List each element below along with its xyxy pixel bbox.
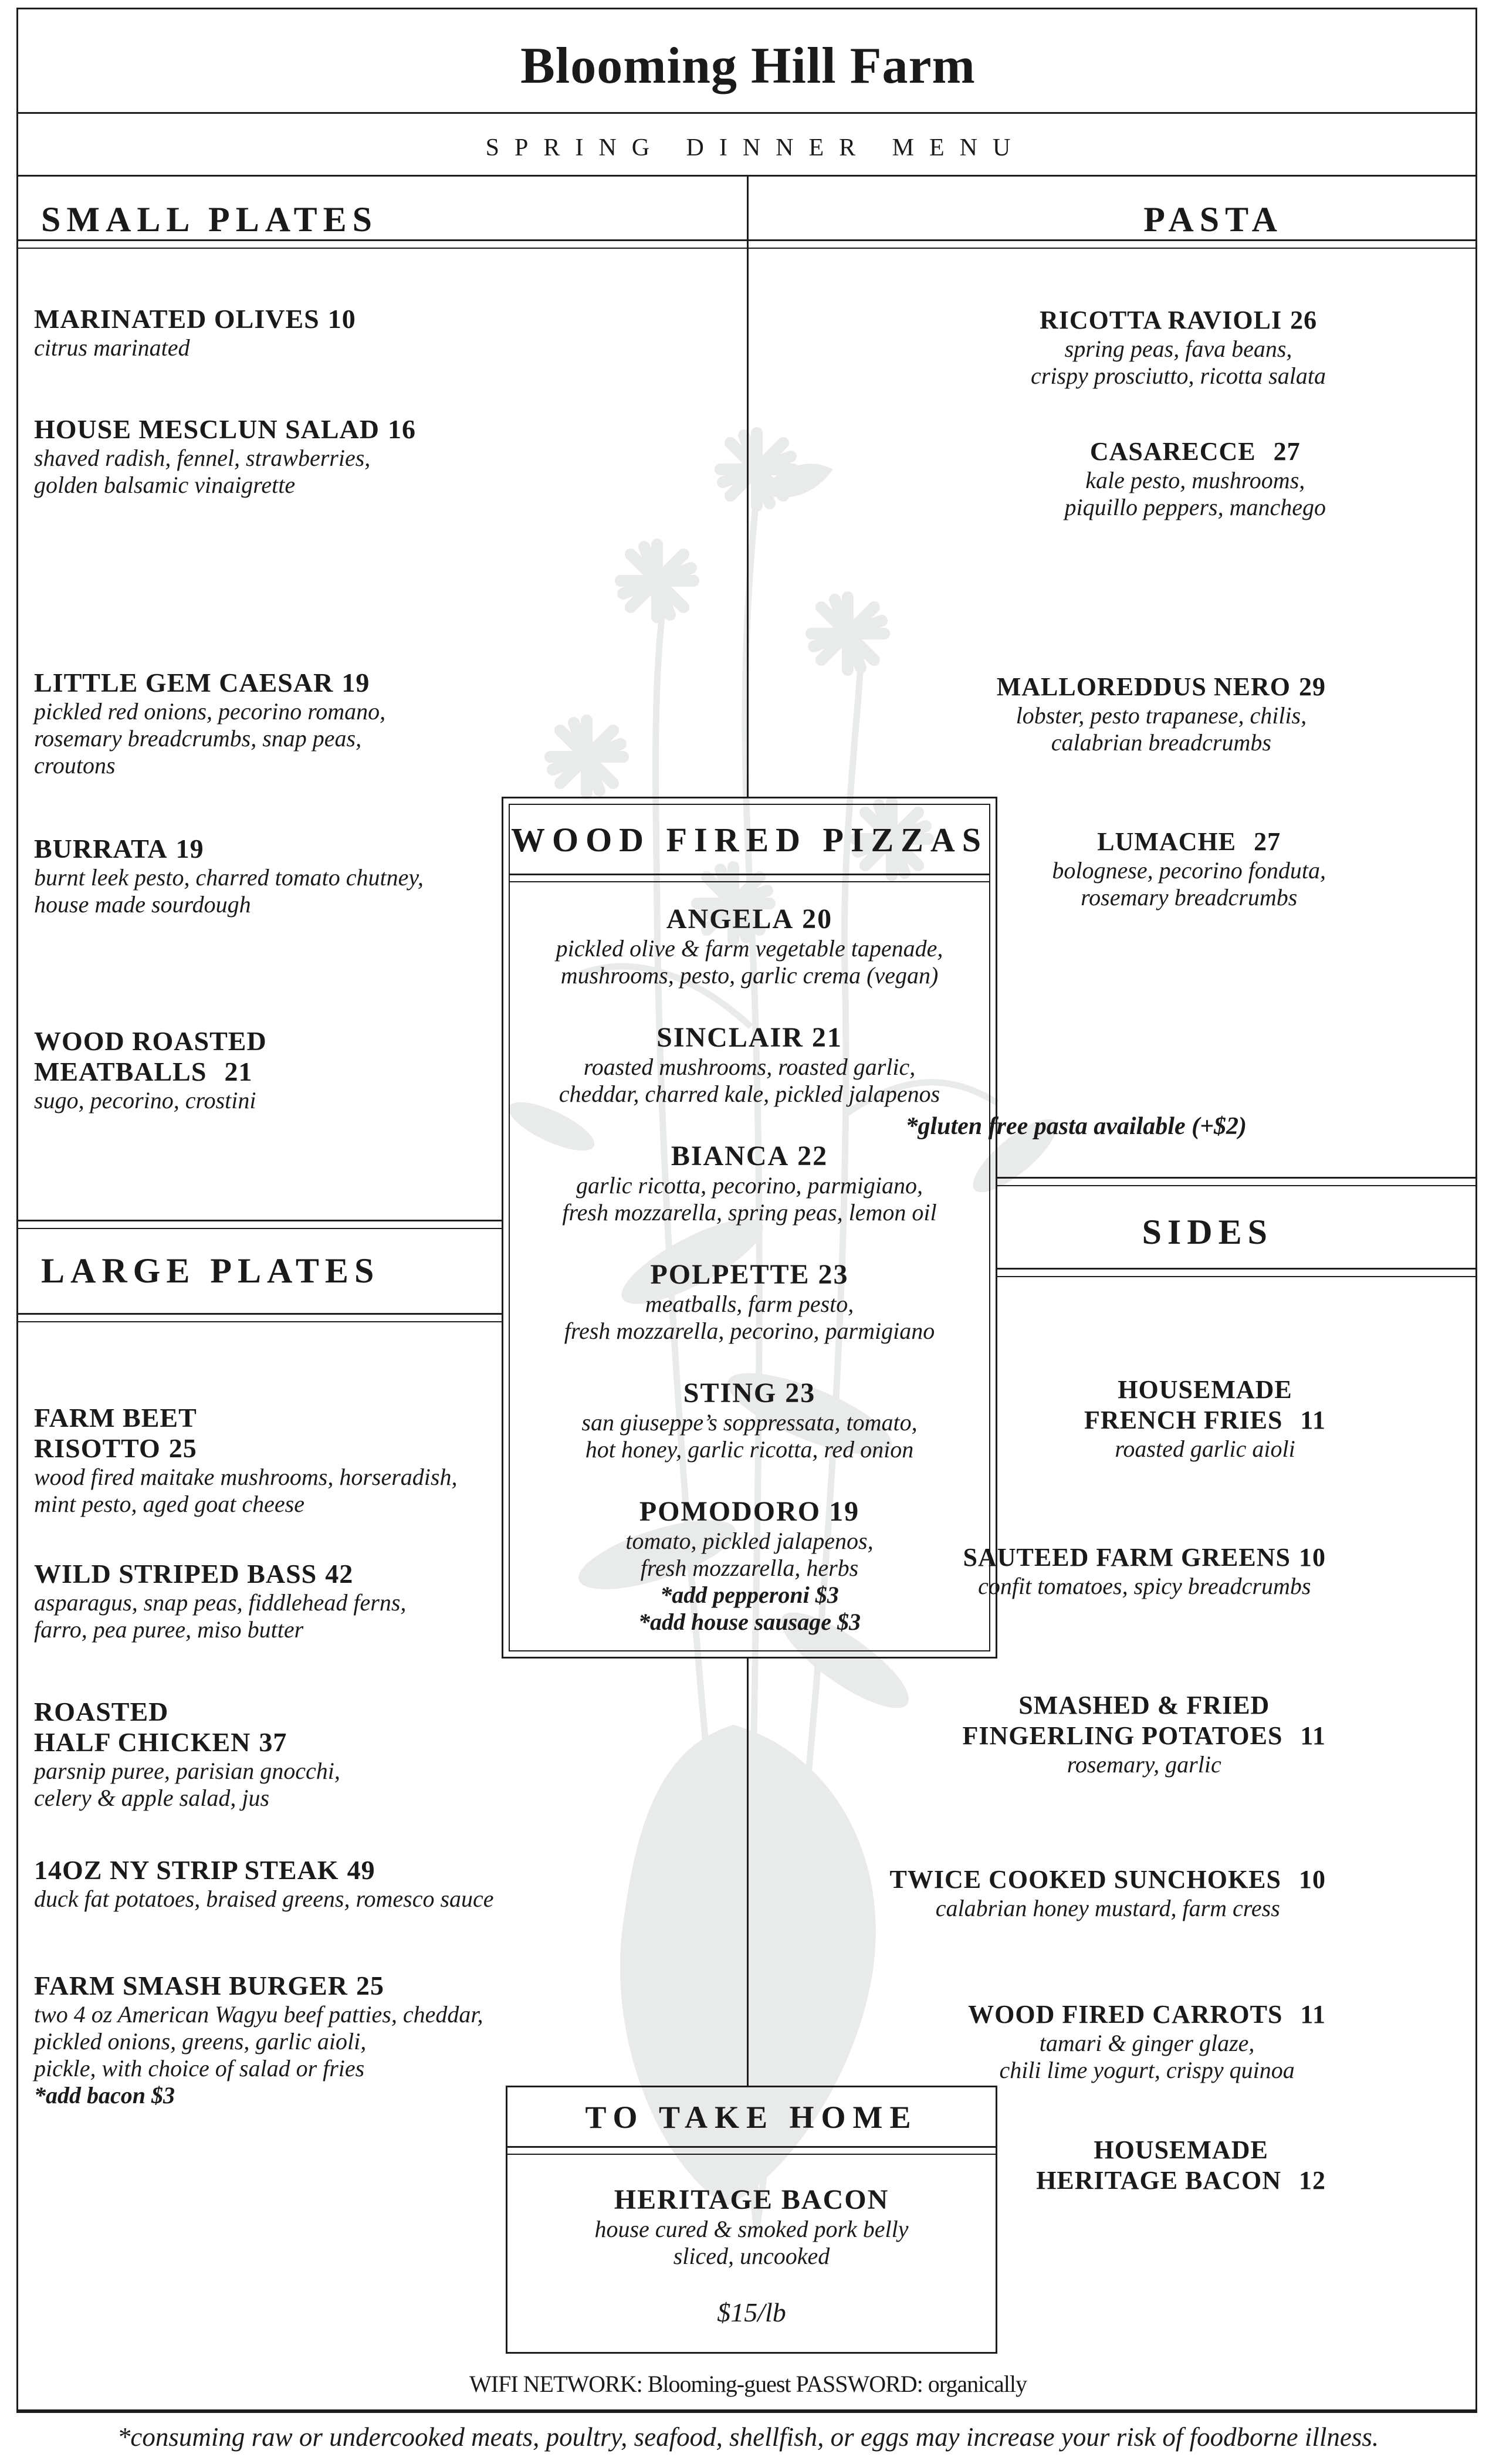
item-desc-line: kale pesto, mushrooms, (1085, 467, 1305, 493)
menu-item-roasted-half-chicken (34, 1697, 340, 1812)
item-name-line: CASARECCE (1089, 437, 1256, 466)
item-desc-line: fresh mozzarella, spring peas, lemon oil (562, 1199, 937, 1226)
item-desc-line: pickled red onions, pecorino romano, (34, 698, 386, 725)
item-name-line: POLPETTE (650, 1259, 810, 1290)
item-name (1036, 2165, 1326, 2196)
item-price: 20 (802, 903, 833, 935)
column-divider-lower (747, 1659, 749, 2086)
item-desc-line: rosemary breadcrumbs, snap peas, (34, 725, 362, 752)
section-title-to-take-home: TO TAKE HOME (585, 2100, 918, 2135)
item-name (510, 1377, 989, 1409)
item-name (963, 1690, 1326, 1721)
menu-item-lumache (1052, 827, 1326, 911)
item-name-line: HOUSEMADE (1118, 1375, 1292, 1404)
item-name-line: LITTLE GEM CAESAR (34, 668, 334, 698)
item-name (34, 1971, 483, 2001)
item-desc-line: celery & apple salad, jus (34, 1785, 270, 1811)
item-name-line: STING (683, 1377, 777, 1409)
item-desc-line: pickle, with choice of salad or fries (34, 2055, 365, 2081)
item-desc-line: croutons (34, 752, 116, 779)
item-name (34, 1403, 457, 1433)
item-name-line: SMASHED & FRIED (1018, 1691, 1270, 1720)
item-desc-line: crispy prosciutto, ricotta salata (1031, 363, 1326, 389)
sides-rule-above-2 (997, 1185, 1477, 1186)
item-name (34, 414, 416, 445)
item-desc-line: pickled olive & farm vegetable tapenade, (556, 935, 943, 962)
item-name-line: BURRATA (34, 834, 168, 864)
item-name-line: TWICE COOKED SUNCHOKES (889, 1865, 1281, 1894)
pizza-item-bianca (510, 1140, 989, 1226)
item-name (34, 1727, 340, 1758)
item-name (510, 1496, 989, 1528)
item-name (510, 1259, 989, 1291)
item-desc-line: golden balsamic vinaigrette (34, 472, 296, 498)
menu-item-farm-beet-risotto (34, 1403, 457, 1518)
item-name (963, 1721, 1326, 1751)
item-name-line: WOOD FIRED CARROTS (968, 2000, 1283, 2029)
pizza-item-pomodoro (510, 1496, 989, 1636)
item-price: 11 (1300, 1406, 1326, 1434)
item-desc-line: roasted garlic aioli (1115, 1436, 1295, 1462)
item-desc-line: bolognese, pecorino fonduta, (1052, 857, 1326, 884)
large-plates-rule-below-2 (16, 1321, 503, 1322)
section-title-sides: SIDES (1142, 1213, 1273, 1251)
menu-item-malloreddus-nero (997, 672, 1326, 756)
item-desc-line: two 4 oz American Wagyu beef patties, cheddar, (34, 2001, 483, 2028)
item-price: 26 (1290, 306, 1318, 334)
item-name (510, 903, 989, 935)
sides-rule-below-1 (997, 1268, 1477, 1270)
item-price: 29 (1299, 672, 1326, 701)
item-name (1036, 2135, 1326, 2165)
footer-rule (16, 2411, 1477, 2413)
item-desc-line: burnt leek pesto, charred tomato chutney, (34, 864, 424, 891)
item-name-line: SAUTEED FARM GREENS (963, 1543, 1291, 1572)
item-desc-line: tomato, pickled jalapenos, (625, 1528, 874, 1554)
item-desc-line: calabrian honey mustard, farm cress (935, 1895, 1280, 1921)
wood-fired-pizzas-box (502, 797, 997, 1659)
menu-item-wood-fired-carrots (968, 1999, 1326, 2084)
item-name (510, 1140, 989, 1172)
menu-item-house-mesclun-salad (34, 414, 416, 499)
item-name (34, 1559, 406, 1589)
menu-item-housemade-french-fries (1084, 1375, 1326, 1463)
item-price: 19 (341, 668, 370, 698)
item-desc-line: meatballs, farm pesto, (645, 1291, 854, 1317)
item-price: 11 (1300, 2000, 1326, 2029)
item-price: 11 (1300, 1721, 1326, 1750)
item-name-line: BIANCA (671, 1140, 790, 1172)
item-desc-line: citrus marinated (34, 334, 190, 361)
item-price: 19 (175, 834, 204, 864)
item-price: 22 (797, 1140, 828, 1172)
menu-item-twice-cooked-sunchokes (890, 1864, 1326, 1922)
restaurant-title: Blooming Hill Farm (520, 38, 976, 94)
item-desc-line: tamari & ginger glaze, (1039, 2030, 1255, 2056)
sides-rule-above-1 (997, 1177, 1477, 1179)
item-price: 10 (1299, 1865, 1326, 1894)
item-name-line: LUMACHE (1097, 827, 1237, 856)
item-name (1084, 1375, 1326, 1405)
item-name-line: POMODORO (639, 1496, 821, 1527)
item-price: 42 (325, 1559, 354, 1589)
item-price: 21 (224, 1057, 253, 1087)
menu-item-burrata (34, 834, 424, 918)
menu-item-sauteed-farm-greens (963, 1542, 1326, 1600)
item-name-line: HOUSEMADE (1094, 2135, 1268, 2164)
section-title-large-plates: LARGE PLATES (41, 1251, 380, 1290)
item-desc-line: house cured & smoked pork belly (594, 2216, 909, 2242)
item-name-line: 14OZ NY STRIP STEAK (34, 1855, 339, 1885)
item-desc-line: spring peas, fava beans, (1064, 336, 1292, 362)
item-desc-line: calabrian breadcrumbs (1051, 729, 1271, 756)
item-desc-line: asparagus, snap peas, fiddlehead ferns, (34, 1589, 407, 1616)
menu-item-wild-striped-bass (34, 1559, 406, 1643)
item-desc-line: pickled onions, greens, garlic aioli, (34, 2028, 367, 2055)
item-desc-line: fresh mozzarella, herbs (640, 1555, 859, 1581)
item-price: 27 (1254, 827, 1281, 856)
take-home-item-price: $15/lb (717, 2297, 786, 2327)
item-desc-line: hot honey, garlic ricotta, red onion (585, 1436, 914, 1463)
item-name-line: FINGERLING POTATOES (962, 1721, 1283, 1750)
item-desc-line: lobster, pesto trapanese, chilis, (1016, 702, 1307, 729)
item-name-line: MALLOREDDUS NERO (996, 672, 1291, 701)
item-name-line: FARM BEET (34, 1403, 197, 1433)
pizza-item-angela (510, 903, 989, 989)
menu-item-casarecce (1065, 436, 1326, 521)
large-plates-rule-above-1 (16, 1220, 503, 1221)
item-name (1084, 1405, 1326, 1436)
item-desc-line: mint pesto, aged goat cheese (34, 1491, 304, 1517)
take-home-item-name: HERITAGE BACON (614, 2184, 889, 2215)
item-desc-line: rosemary, garlic (1067, 1751, 1221, 1778)
wood-fired-pizzas-inner-border (509, 804, 990, 1651)
item-price: 12 (1299, 2166, 1326, 2195)
item-name-line: RISOTTO (34, 1433, 161, 1463)
item-name-line: ROASTED (34, 1697, 169, 1727)
item-name-line: HERITAGE BACON (1036, 2166, 1281, 2195)
item-name (997, 672, 1326, 702)
item-price: 10 (327, 304, 356, 334)
item-price: 49 (347, 1855, 375, 1885)
take-home-title-rule (507, 2146, 996, 2155)
item-desc-line: fresh mozzarella, pecorino, parmigiano (564, 1318, 935, 1344)
large-plates-rule-above-2 (16, 1228, 503, 1229)
burger-addon-bacon: *add bacon $3 (34, 2082, 175, 2108)
item-name (968, 1999, 1326, 2030)
menu-item-marinated-olives (34, 304, 356, 361)
menu-item-wood-roasted-meatballs (34, 1026, 267, 1114)
item-desc-line: chili lime yogurt, crispy quinoa (999, 2057, 1295, 2083)
gluten-free-pasta-note: *gluten free pasta available (+$2) (905, 1113, 1247, 1140)
item-name (34, 1057, 267, 1087)
item-name (34, 668, 385, 698)
item-name-line: FRENCH FRIES (1084, 1406, 1283, 1434)
menu-item-farm-smash-burger (34, 1971, 483, 2109)
item-name-line: SINCLAIR (656, 1022, 804, 1053)
consumer-advisory-footnote: *consuming raw or undercooked meats, poultry, seafood, shellfish, or eggs may increase your risk of foodborne illness. (117, 2422, 1379, 2452)
section-title-wood-fired-pizzas: WOOD FIRED PIZZAS (510, 821, 989, 859)
item-name (34, 1697, 340, 1727)
item-name (34, 1026, 267, 1057)
item-desc-line: wood fired maitake mushrooms, horseradish, (34, 1464, 458, 1490)
large-plates-rule-below-1 (16, 1313, 503, 1315)
pizza-item-polpette (510, 1259, 989, 1345)
item-desc-line: rosemary breadcrumbs (1081, 884, 1298, 911)
item-name-line: HALF CHICKEN (34, 1727, 251, 1757)
item-desc-line: roasted mushrooms, roasted garlic, (583, 1054, 916, 1080)
item-price: 10 (1299, 1543, 1326, 1572)
item-price: 23 (785, 1377, 816, 1409)
item-name-line: MARINATED OLIVES (34, 304, 320, 334)
item-name (34, 1433, 457, 1464)
item-name-line: ANGELA (666, 903, 794, 935)
pizzas-title-rule (510, 874, 989, 882)
pizza-addon-pepperoni: *add pepperoni $3 (660, 1582, 839, 1608)
menu-item-housemade-heritage-bacon-side (1036, 2135, 1326, 2196)
section-title-small-plates: SMALL PLATES (41, 200, 378, 239)
pizza-item-sting (510, 1377, 989, 1463)
item-name (890, 1864, 1326, 1895)
item-price: 21 (811, 1022, 842, 1053)
item-desc-line: confit tomatoes, spicy breadcrumbs (978, 1573, 1311, 1599)
item-price: 25 (168, 1433, 197, 1463)
item-name (1031, 305, 1326, 336)
item-name (1052, 827, 1326, 857)
sides-rule-below-2 (997, 1276, 1477, 1277)
item-name (34, 834, 424, 864)
item-desc-line: piquillo peppers, manchego (1064, 494, 1326, 520)
item-desc-line: shaved radish, fennel, strawberries, (34, 445, 371, 471)
item-name (963, 1542, 1326, 1573)
item-desc-line: parsnip puree, parisian gnocchi, (34, 1758, 340, 1784)
to-take-home-box (506, 2086, 997, 2354)
item-name (1065, 436, 1326, 467)
menu-item-ricotta-ravioli (1031, 305, 1326, 390)
menu-item-little-gem-caesar (34, 668, 385, 779)
item-price: 37 (259, 1727, 287, 1757)
section-title-pasta: PASTA (1143, 200, 1283, 239)
item-name (34, 1855, 494, 1886)
item-desc-line: sliced, uncooked (673, 2243, 830, 2269)
item-desc-line: farro, pea puree, miso butter (34, 1616, 304, 1643)
menu-item-ny-strip-steak (34, 1855, 494, 1913)
item-name-line: MEATBALLS (34, 1057, 207, 1087)
menu-subtitle: SPRING DINNER MENU (485, 134, 1026, 161)
column-divider-upper (747, 175, 749, 797)
menu-item-smashed-fried-fingerling-potatoes (963, 1690, 1326, 1778)
item-price: 19 (829, 1496, 860, 1527)
item-desc-line: garlic ricotta, pecorino, parmigiano, (576, 1172, 923, 1199)
item-name (34, 304, 356, 334)
item-name-line: WILD STRIPED BASS (34, 1559, 317, 1589)
item-desc-line: sugo, pecorino, crostini (34, 1087, 256, 1113)
item-desc-line: duck fat potatoes, braised greens, romesco sauce (34, 1886, 494, 1912)
header-rule-top (16, 112, 1477, 114)
item-desc-line: mushrooms, pesto, garlic crema (vegan) (560, 962, 939, 989)
item-name-line: HOUSE MESCLUN SALAD (34, 414, 380, 444)
item-price: 23 (818, 1259, 849, 1290)
item-desc-line: house made sourdough (34, 891, 251, 918)
item-desc-line: cheddar, charred kale, pickled jalapenos (559, 1081, 940, 1107)
pizza-addon-house-sausage: *add house sausage $3 (638, 1609, 861, 1635)
item-name-line: WOOD ROASTED (34, 1026, 267, 1056)
item-price: 27 (1273, 437, 1301, 466)
item-price: 16 (388, 414, 416, 444)
item-price: 25 (356, 1971, 384, 2001)
pizza-item-sinclair (510, 1022, 989, 1108)
item-name (510, 1022, 989, 1054)
wifi-info: WIFI NETWORK: Blooming-guest PASSWORD: organically (469, 2371, 1027, 2397)
item-desc-line: san giuseppe’s soppressata, tomato, (581, 1409, 918, 1436)
item-name-line: RICOTTA RAVIOLI (1039, 306, 1282, 334)
item-name-line: FARM SMASH BURGER (34, 1971, 348, 2001)
